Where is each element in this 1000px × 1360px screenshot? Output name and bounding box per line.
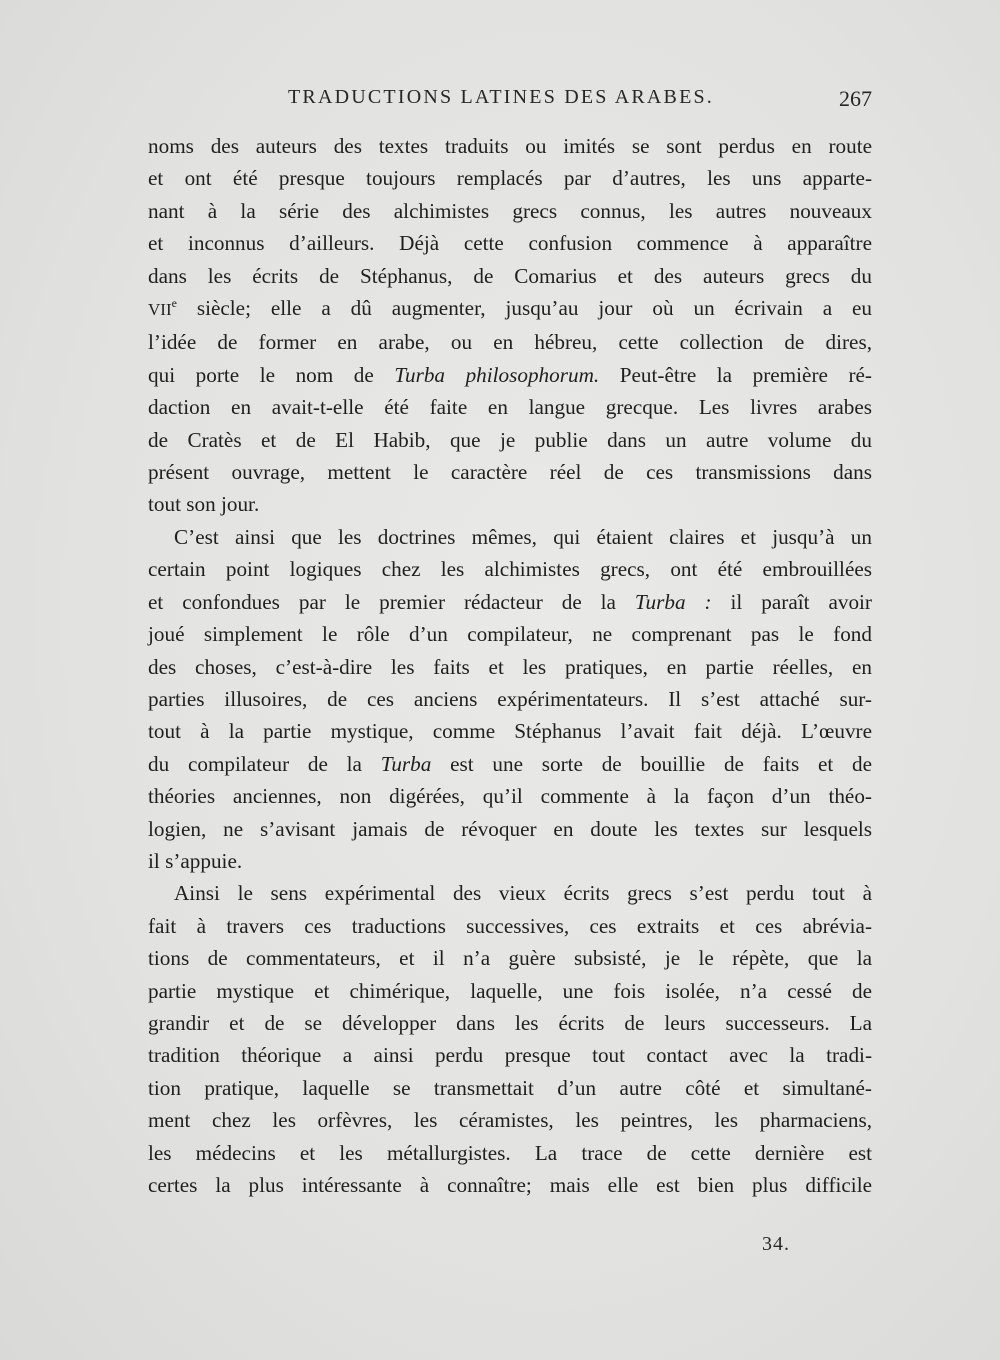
italic-title: Turba philosophorum. [394, 362, 600, 387]
text-fragment: qui porte le nom de [148, 362, 395, 387]
text-line: partie mystique et chimérique, laquelle, une fois isolée, n’a cessé de [148, 978, 872, 1003]
text-line: noms des auteurs des textes traduits ou imités se sont perdus en route [148, 134, 872, 158]
text-line: dans les écrits de Stéphanus, de Comarius et des auteurs grecs du [148, 263, 872, 288]
superscript: e [171, 295, 177, 310]
paragraph-1 [148, 130, 872, 521]
running-title: TRADUCTIONS LATINES DES ARABES. [288, 86, 715, 108]
text-line: théories anciennes, non digérées, qu’il commente à la façon d’un théo- [148, 784, 872, 809]
paragraph-3 [148, 877, 872, 1201]
text-line: des choses, c’est-à-dire les faits et les pratiques, en partie réelles, en [148, 654, 872, 679]
text-line: daction en avait-t-elle été faite en langue grecque. Les livres arabes [148, 395, 872, 420]
text-line: tions de commentateurs, et il n’a guère subsisté, je le répète, que la [148, 946, 872, 971]
text-line: parties illusoires, de ces anciens expérimentateurs. Il s’est attaché sur- [148, 686, 872, 711]
text-line: et inconnus d’ailleurs. Déjà cette confusion commence à apparaître [148, 231, 872, 256]
paragraph-2 [148, 521, 872, 877]
text-line: tout à la partie mystique, comme Stéphanus l’avait fait déjà. L’œuvre [148, 719, 872, 744]
text-line: présent ouvrage, mettent le caractère réel de ces transmissions dans [148, 460, 872, 485]
text-line: certes la plus intéressante à connaître; mais elle est bien plus difficile [148, 1173, 872, 1197]
text-fragment: Peut-être la première ré- [599, 362, 872, 387]
text-fragment: du compilateur de la [148, 751, 381, 776]
text-line [148, 586, 872, 618]
text-line: fait à travers ces traductions successives, ces extraits et ces abrévia- [148, 913, 872, 938]
text-line [148, 359, 872, 391]
text-line: logien, ne s’avisant jamais de révoquer en doute les textes sur lesquels [148, 816, 872, 841]
text-line: et ont été presque toujours remplacés par d’autres, les uns apparte- [148, 166, 872, 191]
text-fragment: siècle; elle a dû augmenter, jusqu’au jour où un écrivain a eu [176, 296, 872, 321]
text-line: de Cratès et de El Habib, que je publie dans un autre volume du [148, 427, 872, 452]
text-line: nant à la série des alchimistes grecs connus, les autres nouveaux [148, 198, 872, 223]
text-line [148, 292, 872, 326]
text-fragment: et confondues par le premier rédacteur de la [148, 589, 635, 614]
text-line: les médecins et les métallurgistes. La trace de cette dernière est [148, 1140, 872, 1165]
text-fragment: il paraît avoir [711, 589, 872, 614]
text-line: l’idée de former en arabe, ou en hébreu, cette collection de dires, [148, 330, 872, 355]
text-line: joué simplement le rôle d’un compilateur, ne comprenant pas le fond [148, 622, 872, 647]
text-line: tout son jour. [148, 492, 260, 517]
text-fragment: est une sorte de bouillie de faits et de [431, 751, 873, 776]
text-line: il s’appuie. [148, 848, 243, 873]
text-line: C’est ainsi que les doctrines mêmes, qui étaient claires et jusqu’à un [174, 524, 872, 549]
italic-title: Turba [380, 751, 432, 776]
text-line: certain point logiques chez les alchimistes grecs, ont été embrouillées [148, 557, 872, 582]
page-number: 267 [839, 86, 872, 111]
text-line: tradition théorique a ainsi perdu presque tout contact avec la tradi- [148, 1043, 872, 1068]
body-text [148, 130, 872, 1201]
text-line: grandir et de se développer dans les écrits de leurs successeurs. La [148, 1010, 872, 1035]
running-header [150, 86, 872, 120]
text-line: Ainsi le sens expérimental des vieux écrits grecs s’est perdu tout à [174, 881, 872, 906]
text-line: tion pratique, laquelle se transmettait d’un autre côté et simultané- [148, 1075, 872, 1100]
text-line: ment chez les orfèvres, les céramistes, les peintres, les pharmaciens, [148, 1108, 872, 1133]
text-line [148, 748, 872, 780]
italic-title: Turba : [634, 589, 712, 614]
century-numeral: VII [148, 300, 172, 320]
signature-mark: 34. [762, 1233, 790, 1255]
